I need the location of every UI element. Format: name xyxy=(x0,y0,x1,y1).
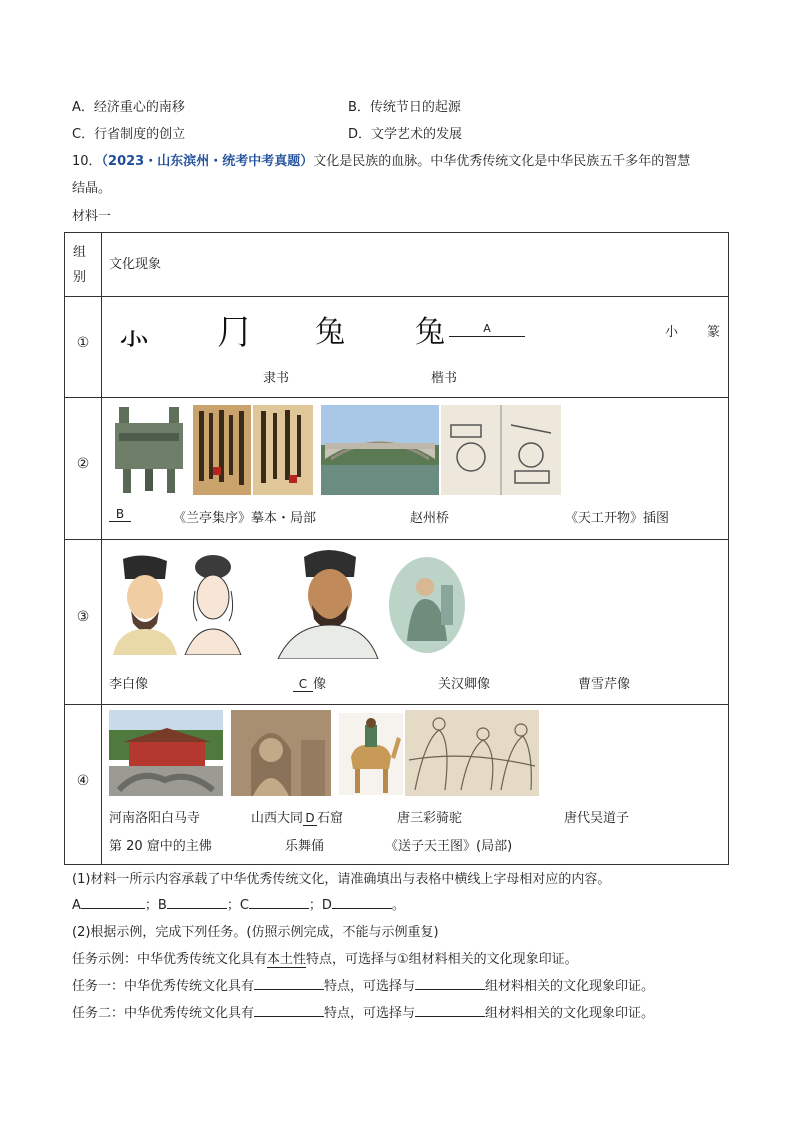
option-b: B．传统节日的起源 xyxy=(348,100,461,115)
q1-text: (1)材料一所示内容承载了中华优秀传统文化，请准确填出与表格中横线上字母相对应的内容。 xyxy=(72,872,611,887)
caption-libai: 李白像 xyxy=(109,677,149,692)
task-two-end: 组材料相关的文化现象印证。 xyxy=(485,1006,655,1021)
tang-sancai-camel-image xyxy=(339,713,403,795)
question-text-line2: 结晶。 xyxy=(72,181,112,196)
task-example-prefix: 任务示例：中华优秀传统文化具有 xyxy=(72,952,268,967)
zhaozhou-bridge-image xyxy=(321,405,439,495)
baima-temple-image xyxy=(109,710,223,796)
q1-end: 。 xyxy=(391,898,405,913)
caption-zhaozhou: 赵州桥 xyxy=(410,511,450,526)
yungang-grotto-image xyxy=(231,710,331,796)
answer-c-blank[interactable] xyxy=(249,896,309,909)
caption-cao: 曹雪芹像 xyxy=(578,677,631,692)
task-one-end: 组材料相关的文化现象印证。 xyxy=(485,979,655,994)
caption-yuewu: 乐舞俑 xyxy=(285,839,325,854)
cao-xueqin-portrait xyxy=(387,555,467,655)
caption-datong xyxy=(251,807,343,826)
guan-hanqing-portrait xyxy=(276,543,380,659)
label-kaishu: 楷书 xyxy=(431,371,458,386)
material-table xyxy=(64,232,729,865)
task-one-trait-blank[interactable] xyxy=(254,977,324,990)
caption-c-suffix: 像 xyxy=(313,677,327,692)
task-example-suffix: 特点，可选择与①组材料相关的文化现象印证。 xyxy=(306,952,578,967)
lanting-calligraphy-image xyxy=(193,405,313,495)
row-4-number: ④ xyxy=(76,773,90,789)
question-stem xyxy=(72,150,690,169)
label-xiaozhuan-1: 小 xyxy=(665,325,679,340)
label-lishu: 隶书 xyxy=(263,371,290,386)
caption-guan: 关汉卿像 xyxy=(438,677,491,692)
caption-datong-suffix: 石窟 xyxy=(317,811,344,826)
header-content: 文化现象 xyxy=(109,257,162,272)
songzi-tianwang-image xyxy=(405,710,539,796)
blank-b: B xyxy=(109,507,131,522)
task-one-prefix: 任务一：中华优秀传统文化具有 xyxy=(72,979,255,994)
caption-c xyxy=(293,673,326,692)
blank-c: C xyxy=(293,677,313,692)
row-1-number: ① xyxy=(76,335,90,351)
material-label: 材料一 xyxy=(72,209,112,224)
blank-d: D xyxy=(303,811,317,826)
task-two xyxy=(72,1002,654,1021)
caption-baima: 河南洛阳白马寺 xyxy=(109,811,201,826)
option-c: C．行省制度的创立 xyxy=(72,127,186,142)
task-one-group-blank[interactable] xyxy=(415,977,485,990)
tiangong-kaiwu-image xyxy=(441,405,561,495)
caption-tiangong: 《天工开物》插图 xyxy=(565,511,670,526)
task-one-mid: 特点，可选择与 xyxy=(324,979,416,994)
header-group-1: 组 xyxy=(73,245,87,260)
task-two-trait-blank[interactable] xyxy=(254,1004,324,1017)
li-bai-portrait xyxy=(109,553,179,655)
regular-script-glyph: 兔 xyxy=(315,315,345,350)
caption-lanting: 《兰亭集序》摹本・局部 xyxy=(173,511,317,526)
header-group-2: 别 xyxy=(73,270,87,285)
task-example xyxy=(72,948,578,967)
task-two-group-blank[interactable] xyxy=(415,1004,485,1017)
clerical-script-glyph: ⺆ xyxy=(217,313,251,353)
label-xiaozhuan-2: 篆 xyxy=(707,325,721,340)
bronze-ding-image xyxy=(109,405,189,495)
q1-label-b: ；B xyxy=(144,898,167,913)
option-a: A．经济重心的南移 xyxy=(72,100,185,115)
print-glyph: 兔 xyxy=(415,315,445,350)
task-two-mid: 特点，可选择与 xyxy=(324,1006,416,1021)
answer-a-blank[interactable] xyxy=(81,896,145,909)
question-source: （2023・山东滨州・统考中考真题） xyxy=(101,154,314,169)
row-3-number: ③ xyxy=(76,609,90,625)
caption-songzi: 《送子天王图》(局部) xyxy=(385,839,513,854)
q1-label-c: ；C xyxy=(226,898,249,913)
option-d: D．文学艺术的发展 xyxy=(348,127,463,142)
task-one xyxy=(72,975,654,994)
caption-20ku: 第 20 窟中的主佛 xyxy=(109,839,212,854)
answer-d-blank[interactable] xyxy=(332,896,392,909)
question-number: 10． xyxy=(72,154,102,169)
blank-a: A xyxy=(449,322,525,337)
row-2-number: ② xyxy=(76,456,90,472)
q1-label-d: ；D xyxy=(308,898,332,913)
caption-tangsancai: 唐三彩骑驼 xyxy=(397,811,463,826)
q2-text: (2)根据示例，完成下列任务。(仿照示例完成，不能与示例重复) xyxy=(72,925,439,940)
answer-b-blank[interactable] xyxy=(167,896,227,909)
caption-wudaozi: 唐代吴道子 xyxy=(564,811,630,826)
question-text: 文化是民族的血脉。中华优秀传统文化是中华民族五千多年的智慧 xyxy=(313,154,691,169)
seal-script-glyph: ⺗ xyxy=(117,313,151,353)
task-example-key: 本土性 xyxy=(267,952,307,967)
q1-label-a: A xyxy=(72,898,81,913)
q1-answer-line xyxy=(72,894,405,913)
woman-portrait xyxy=(181,551,245,655)
task-two-prefix: 任务二：中华优秀传统文化具有 xyxy=(72,1006,255,1021)
caption-datong-prefix: 山西大同 xyxy=(251,811,304,826)
